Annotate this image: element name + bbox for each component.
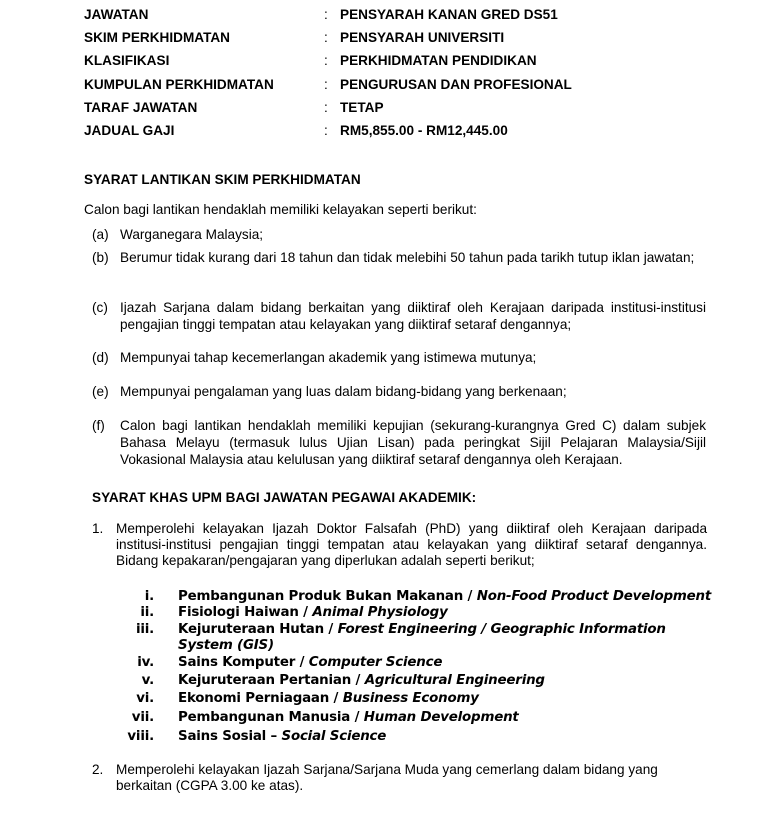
list-marker: (e) bbox=[92, 384, 109, 399]
field-item bbox=[126, 622, 716, 654]
list-item-e bbox=[92, 383, 706, 400]
field-item bbox=[126, 673, 716, 689]
field-item bbox=[126, 691, 716, 707]
info-label: JAWATAN bbox=[84, 7, 149, 22]
field-separator: / bbox=[463, 589, 477, 604]
field-marker: i. bbox=[144, 589, 154, 604]
info-value: TETAP bbox=[340, 100, 384, 115]
field-english: Computer Science bbox=[308, 655, 443, 670]
list-item-a bbox=[92, 226, 706, 243]
info-colon: : bbox=[324, 30, 328, 45]
list-text: Ijazah Sarjana dalam bidang berkaitan yang diiktiraf oleh Kerajaan daripada institusi-institusi pengajian tinggi tempatan atau kelayakan yang diiktiraf setaraf dengannya; bbox=[120, 300, 706, 332]
list-item-c bbox=[92, 299, 706, 333]
list-item-d bbox=[92, 349, 706, 366]
field-english: Animal Physiology bbox=[312, 605, 448, 620]
field-malay: Kejuruteraan Pertanian bbox=[178, 673, 352, 688]
list-marker: 2. bbox=[92, 762, 104, 777]
info-colon: : bbox=[324, 123, 328, 138]
info-value: PENGURUSAN DAN PROFESIONAL bbox=[340, 77, 572, 92]
field-english: Human Development bbox=[363, 710, 519, 725]
info-label: TARAF JAWATAN bbox=[84, 100, 198, 115]
field-marker: ii. bbox=[140, 605, 154, 620]
field-english: Non-Food Product Development bbox=[476, 589, 712, 604]
list-item-b bbox=[92, 249, 706, 266]
field-marker: iv. bbox=[137, 655, 154, 670]
field-english: Business Economy bbox=[342, 691, 479, 706]
list-text: Memperolehi kelayakan Ijazah Sarjana/Sarjana Muda yang cemerlang dalam bidang yang berkaitan (CGPA 3.00 ke atas). bbox=[116, 762, 658, 793]
list-marker: (c) bbox=[92, 300, 108, 315]
info-colon: : bbox=[324, 77, 328, 92]
field-malay: Sains Sosial bbox=[178, 729, 267, 744]
field-item bbox=[126, 605, 716, 621]
list-text: Warganegara Malaysia; bbox=[120, 227, 264, 242]
field-separator: / bbox=[350, 710, 364, 725]
section-title-syarat-khas: SYARAT KHAS UPM BAGI JAWATAN PEGAWAI AKADEMIK: bbox=[92, 490, 477, 505]
numbered-item-2 bbox=[92, 762, 682, 794]
field-separator: / bbox=[351, 673, 365, 688]
list-item-f bbox=[92, 417, 706, 468]
field-marker: vii. bbox=[131, 710, 154, 725]
info-label: KLASIFIKASI bbox=[84, 53, 170, 68]
field-malay: Sains Komputer bbox=[178, 655, 296, 670]
field-item bbox=[126, 729, 716, 745]
field-marker: vi. bbox=[136, 691, 154, 706]
field-marker: v. bbox=[141, 673, 154, 688]
field-item bbox=[126, 589, 716, 605]
list-text: Berumur tidak kurang dari 18 tahun dan tidak melebihi 50 tahun pada tarikh tutup iklan jawatan; bbox=[120, 250, 695, 265]
list-text: Calon bagi lantikan hendaklah memiliki kepujian (sekurang-kurangnya Gred C) dalam subjek Bahasa Melayu (termasuk lulus Ujian Lisan) pada peringkat Sijil Pelajaran Malaysia/Sijil Vokasional Malaysia atau kelulusan yang diiktiraf setaraf dengannya oleh Kerajaan. bbox=[120, 418, 706, 467]
field-marker: iii. bbox=[135, 622, 154, 637]
field-separator: / bbox=[295, 655, 309, 670]
field-malay: Kejuruteraan Hutan bbox=[178, 622, 324, 637]
field-separator: / bbox=[298, 605, 313, 620]
info-colon: : bbox=[324, 53, 328, 68]
field-malay: Pembangunan Produk Bukan Makanan bbox=[178, 589, 464, 604]
list-marker: (b) bbox=[92, 250, 109, 265]
field-malay: Fisiologi Haiwan bbox=[178, 605, 299, 620]
info-value: PENSYARAH UNIVERSITI bbox=[340, 30, 505, 45]
info-value: RM5,855.00 - RM12,445.00 bbox=[340, 123, 508, 138]
list-text: Mempunyai tahap kecemerlangan akademik yang istimewa mutunya; bbox=[120, 350, 537, 365]
field-separator: / bbox=[329, 691, 343, 706]
field-separator: / bbox=[323, 622, 338, 637]
list-marker: (a) bbox=[92, 227, 109, 242]
field-item bbox=[126, 655, 716, 671]
info-label: SKIM PERKHIDMATAN bbox=[84, 30, 230, 45]
info-value: PERKHIDMATAN PENDIDIKAN bbox=[340, 53, 537, 68]
list-marker: (f) bbox=[92, 418, 105, 433]
field-item bbox=[126, 710, 716, 726]
list-text: Memperolehi kelayakan Ijazah Doktor Falsafah (PhD) yang diiktiraf oleh Kerajaan daripada institusi-institusi pengajian tinggi tempatan atau kelayakan yang diiktiraf setaraf dengannya. Bidang kepakaran/pengajaran yang diperlukan adalah seperti berikut; bbox=[116, 521, 707, 568]
field-english: Social Science bbox=[281, 729, 387, 744]
field-separator: – bbox=[266, 729, 282, 744]
intro-text: Calon bagi lantikan hendaklah memiliki kelayakan seperti berikut: bbox=[84, 202, 477, 217]
info-value: PENSYARAH KANAN GRED DS51 bbox=[340, 7, 558, 22]
list-marker: 1. bbox=[92, 521, 104, 536]
field-marker: viii. bbox=[127, 729, 154, 744]
info-colon: : bbox=[324, 7, 328, 22]
numbered-item-1 bbox=[92, 521, 707, 569]
info-colon: : bbox=[324, 100, 328, 115]
list-text: Mempunyai pengalaman yang luas dalam bidang-bidang yang berkenaan; bbox=[120, 384, 567, 399]
field-malay: Pembangunan Manusia bbox=[178, 710, 351, 725]
info-label: JADUAL GAJI bbox=[84, 123, 175, 138]
section-title-syarat-lantikan: SYARAT LANTIKAN SKIM PERKHIDMATAN bbox=[84, 172, 361, 187]
field-english: Agricultural Engineering bbox=[364, 673, 545, 688]
field-english: Forest Engineering / Geographic Information System (GIS) bbox=[178, 622, 666, 653]
field-malay: Ekonomi Perniagaan bbox=[178, 691, 330, 706]
list-marker: (d) bbox=[92, 350, 109, 365]
info-label: KUMPULAN PERKHIDMATAN bbox=[84, 77, 274, 92]
